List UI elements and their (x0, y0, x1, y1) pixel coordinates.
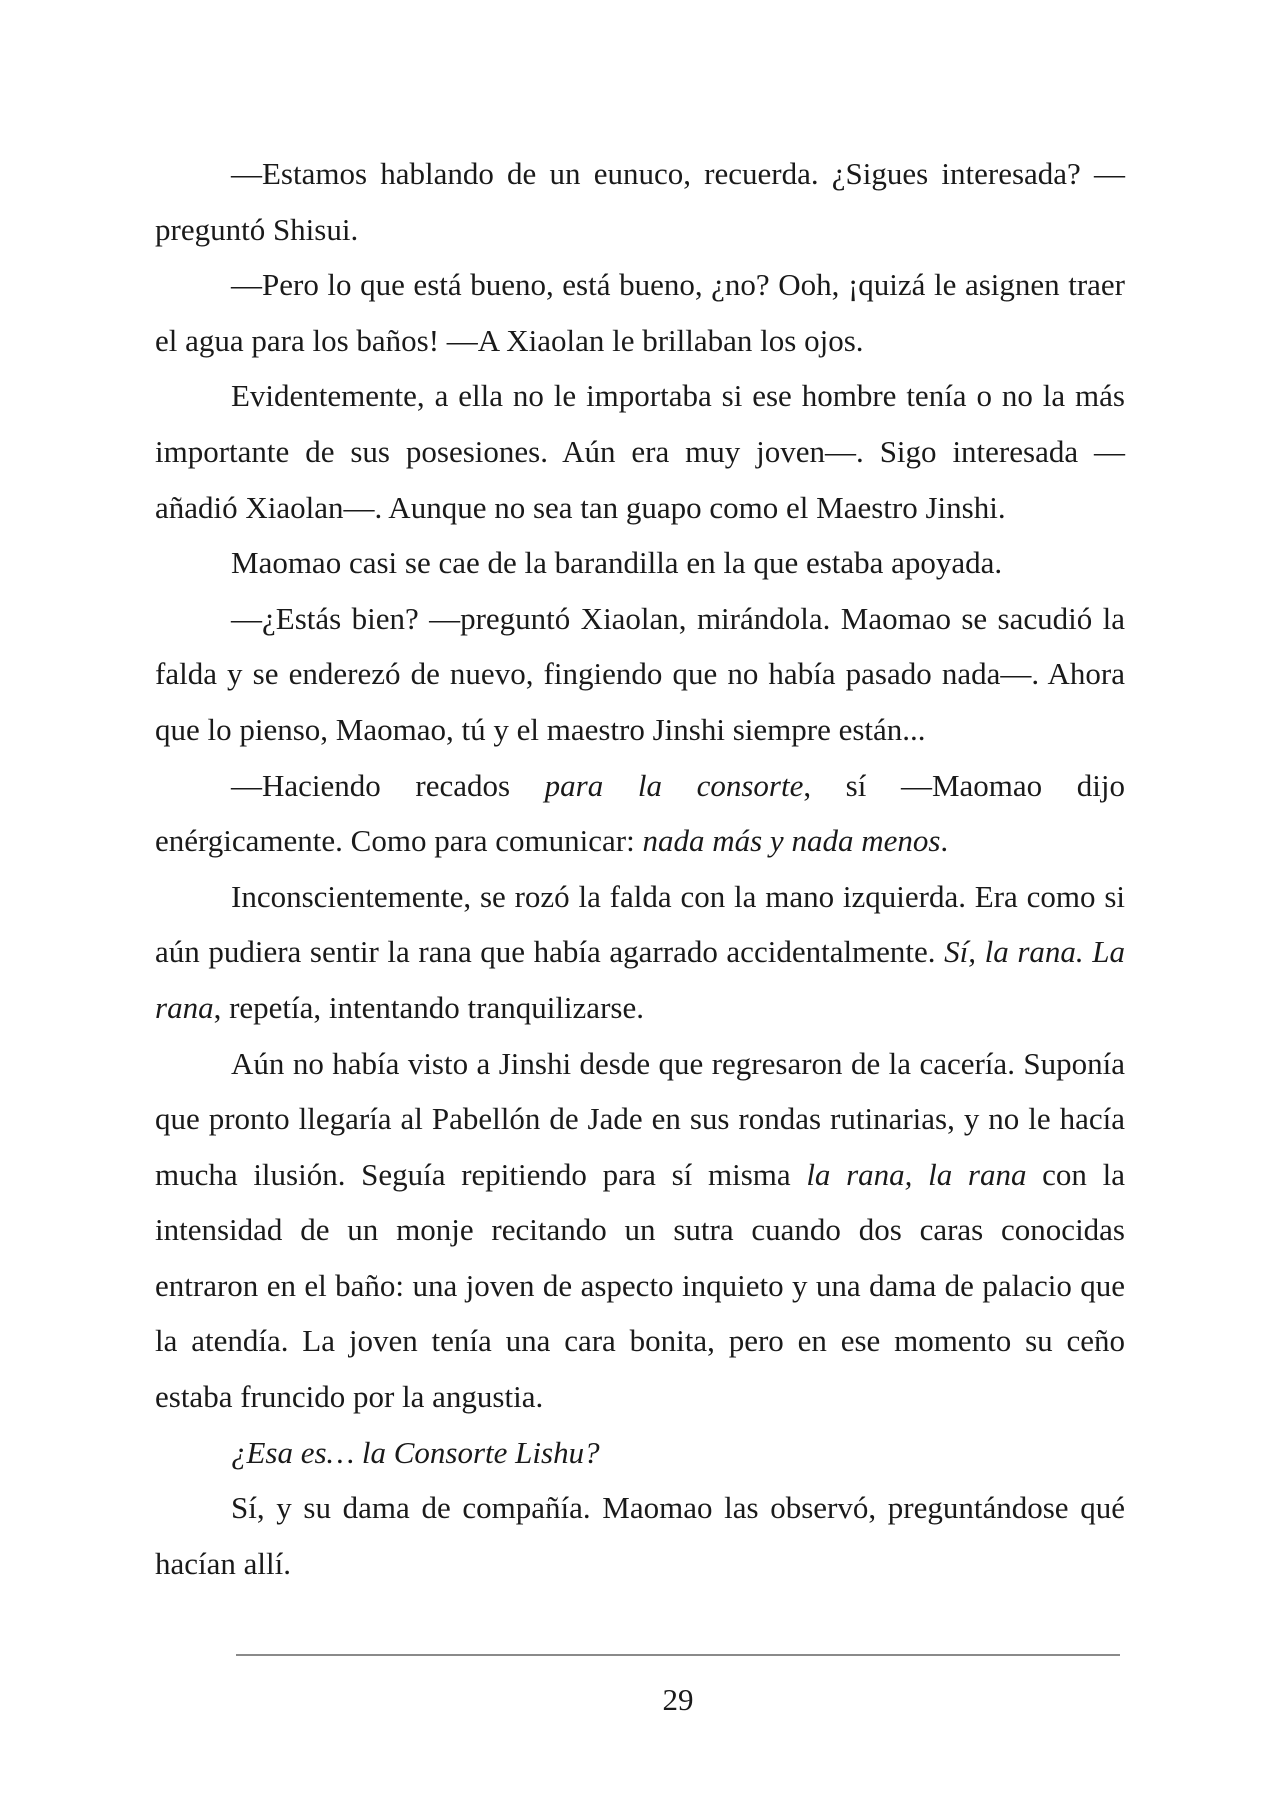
italic-text: nada más y nada menos (642, 823, 941, 859)
text-run: —Pero lo que está bueno, está bueno, ¿no? Ooh, ¡quizá le asignen traer el agua para los baños! —A Xiaolan le brillaban los ojos. (155, 267, 1125, 358)
paragraph (155, 1480, 1125, 1591)
text-run: Inconscientemente, se rozó la falda con la mano izquierda. Era como si aún pudiera sentir la rana que había agarrado accidentalmente. (155, 878, 1125, 970)
text-run: Maomao casi se cae de la barandilla en la que estaba apoyada. (231, 545, 1003, 581)
paragraph (155, 591, 1125, 758)
footer-divider (236, 1654, 1120, 1656)
text-run: , sí —Maomao dijo enérgicamente. Como para comunicar: (155, 767, 1125, 859)
paragraph (155, 535, 1125, 591)
paragraph (155, 758, 1125, 869)
text-run: Aún no había visto a Jinshi desde que regresaron de la cacería. Suponía que pronto llegaría al Pabellón de Jade en sus rondas rutinarias, y no le hacía mucha ilusión. Seguía repitiendo para sí misma (155, 1045, 1125, 1192)
text-run: —¿Estás bien? —preguntó Xiaolan, mirándola. Maomao se sacudió la falda y se enderezó de nuevo, fingiendo que no había pasado nada—. Ahora que lo pienso, Maomao, tú y el maestro Jinshi siempre están... (155, 600, 1125, 747)
page-number: 29 (662, 1682, 694, 1717)
paragraph (155, 869, 1125, 1036)
text-run: Evidentemente, a ella no le importaba si ese hombre tenía o no la más importante de sus posesiones. Aún era muy joven—. Sigo interesada —añadió Xiaolan—. Aunque no sea tan guapo como el Maestro Jinshi. (155, 378, 1125, 525)
paragraph (155, 257, 1125, 368)
text-run: con la intensidad de un monje recitando un sutra cuando dos caras conocidas entraron en el baño: una joven de aspecto inquieto y una dama de palacio que la atendía. La joven tenía una cara bonita, pero en ese momento su ceño estaba fruncido por la angustia. (155, 1156, 1125, 1415)
paragraph (155, 368, 1125, 535)
text-run: Sí, y su dama de compañía. Maomao las observó, preguntándose qué hacían allí. (155, 1490, 1125, 1581)
paragraph (155, 146, 1125, 257)
italic-text: la rana, la rana (806, 1156, 1027, 1192)
paragraph (155, 1425, 1125, 1481)
italic-text: para la consorte (544, 767, 804, 803)
paragraph (155, 1036, 1125, 1425)
text-run: —Haciendo recados (231, 767, 545, 803)
body-text (155, 146, 1125, 1591)
italic-text: Sí, la rana. La rana (155, 934, 1126, 1025)
text-run: —Estamos hablando de un eunuco, recuerda. ¿Sigues interesada? —preguntó Shisui. (155, 156, 1125, 247)
text-run: . (940, 823, 949, 859)
italic-text: ¿Esa es… la Consorte Lishu? (231, 1434, 600, 1470)
text-run: , repetía, intentando tranquilizarse. (213, 989, 644, 1025)
